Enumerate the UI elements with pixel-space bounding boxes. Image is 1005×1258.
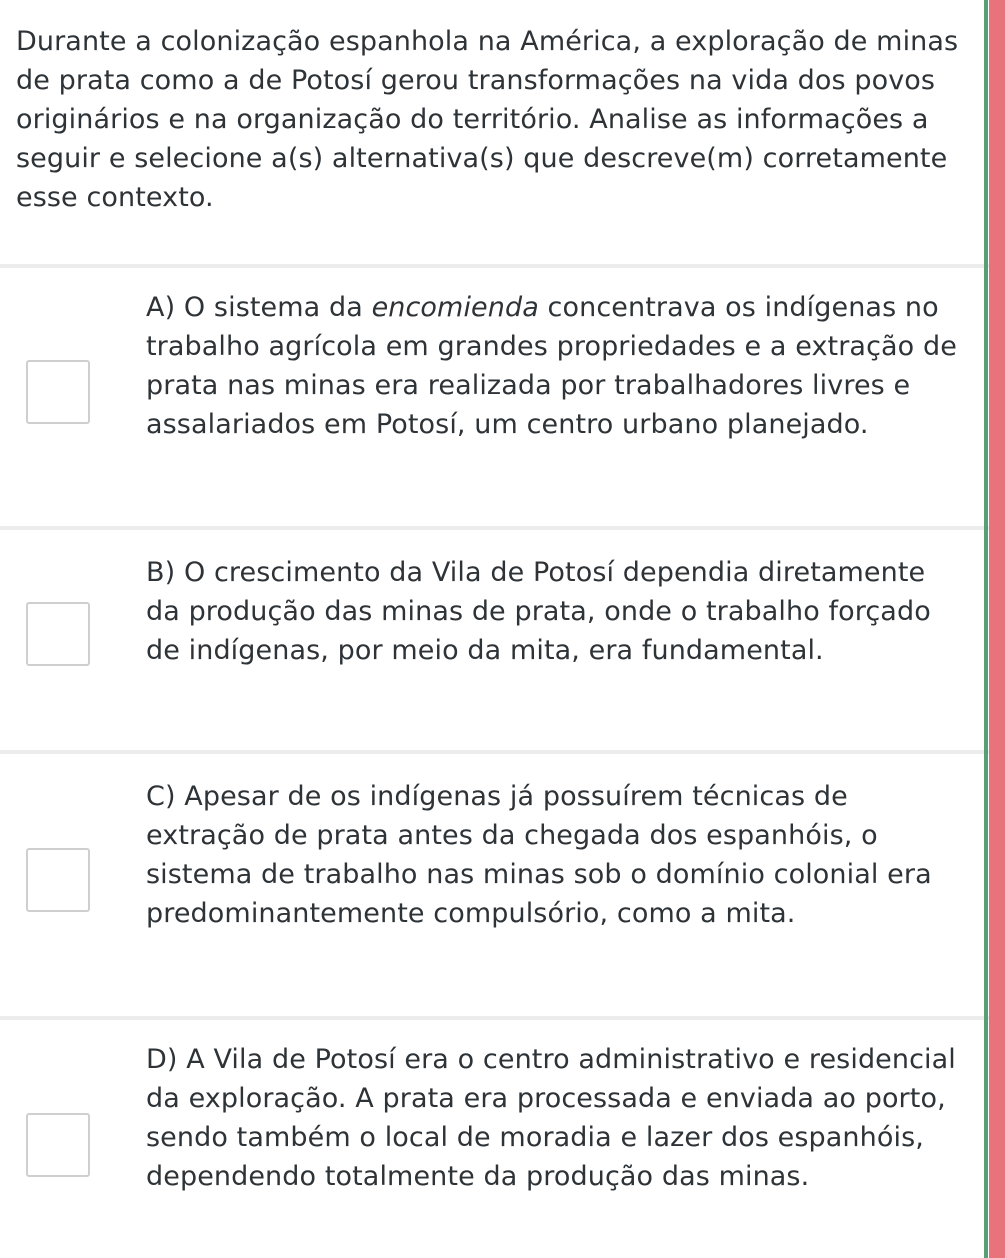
- option-b[interactable]: [0, 530, 989, 750]
- option-b-checkbox[interactable]: [26, 602, 90, 666]
- option-a-emphasis: encomienda: [371, 292, 539, 323]
- option-a-text: [146, 288, 958, 444]
- question-text: Durante a colonização espanhola na América, a exploração de minas de prata como a de Potosí gerou transformações na vida dos povos originários e na organização do território. Analise as informações a seguir e selecione a(s) alternativa(s) que descreve(m) corretamente esse contexto.: [16, 26, 959, 213]
- option-c-text: C) Apesar de os indígenas já possuírem técnicas de extração de prata antes da chegada dos espanhóis, o sistema de trabalho nas minas sob o domínio colonial era predominantemente compulsório, como a mita.: [146, 781, 932, 929]
- option-c-checkbox[interactable]: [26, 848, 90, 912]
- option-d[interactable]: [0, 1020, 989, 1258]
- edge-strip: [989, 0, 1005, 1258]
- option-d-checkbox[interactable]: [26, 1113, 90, 1177]
- option-a[interactable]: [0, 268, 989, 526]
- option-c[interactable]: [0, 754, 989, 1016]
- option-a-checkbox[interactable]: [26, 360, 90, 424]
- option-d-text: D) A Vila de Potosí era o centro administrativo e residencial da exploração. A prata era processada e enviada ao porto, sendo também o local de moradia e lazer dos espanhóis, dependendo totalmente da produção das minas.: [146, 1044, 956, 1192]
- option-a-text-end: concentrava os indígenas no trabalho agrícola em grandes propriedades e a extração de prata nas minas era realizada por trabalhadores livres e assalariados em Potosí, um centro urbano planejado.: [146, 292, 957, 440]
- option-b-text: B) O crescimento da Vila de Potosí dependia diretamente da produção das minas de prata, onde o trabalho forçado de indígenas, por meio da mita, era fundamental.: [146, 557, 931, 666]
- option-a-text-start: A) O sistema da: [146, 292, 372, 323]
